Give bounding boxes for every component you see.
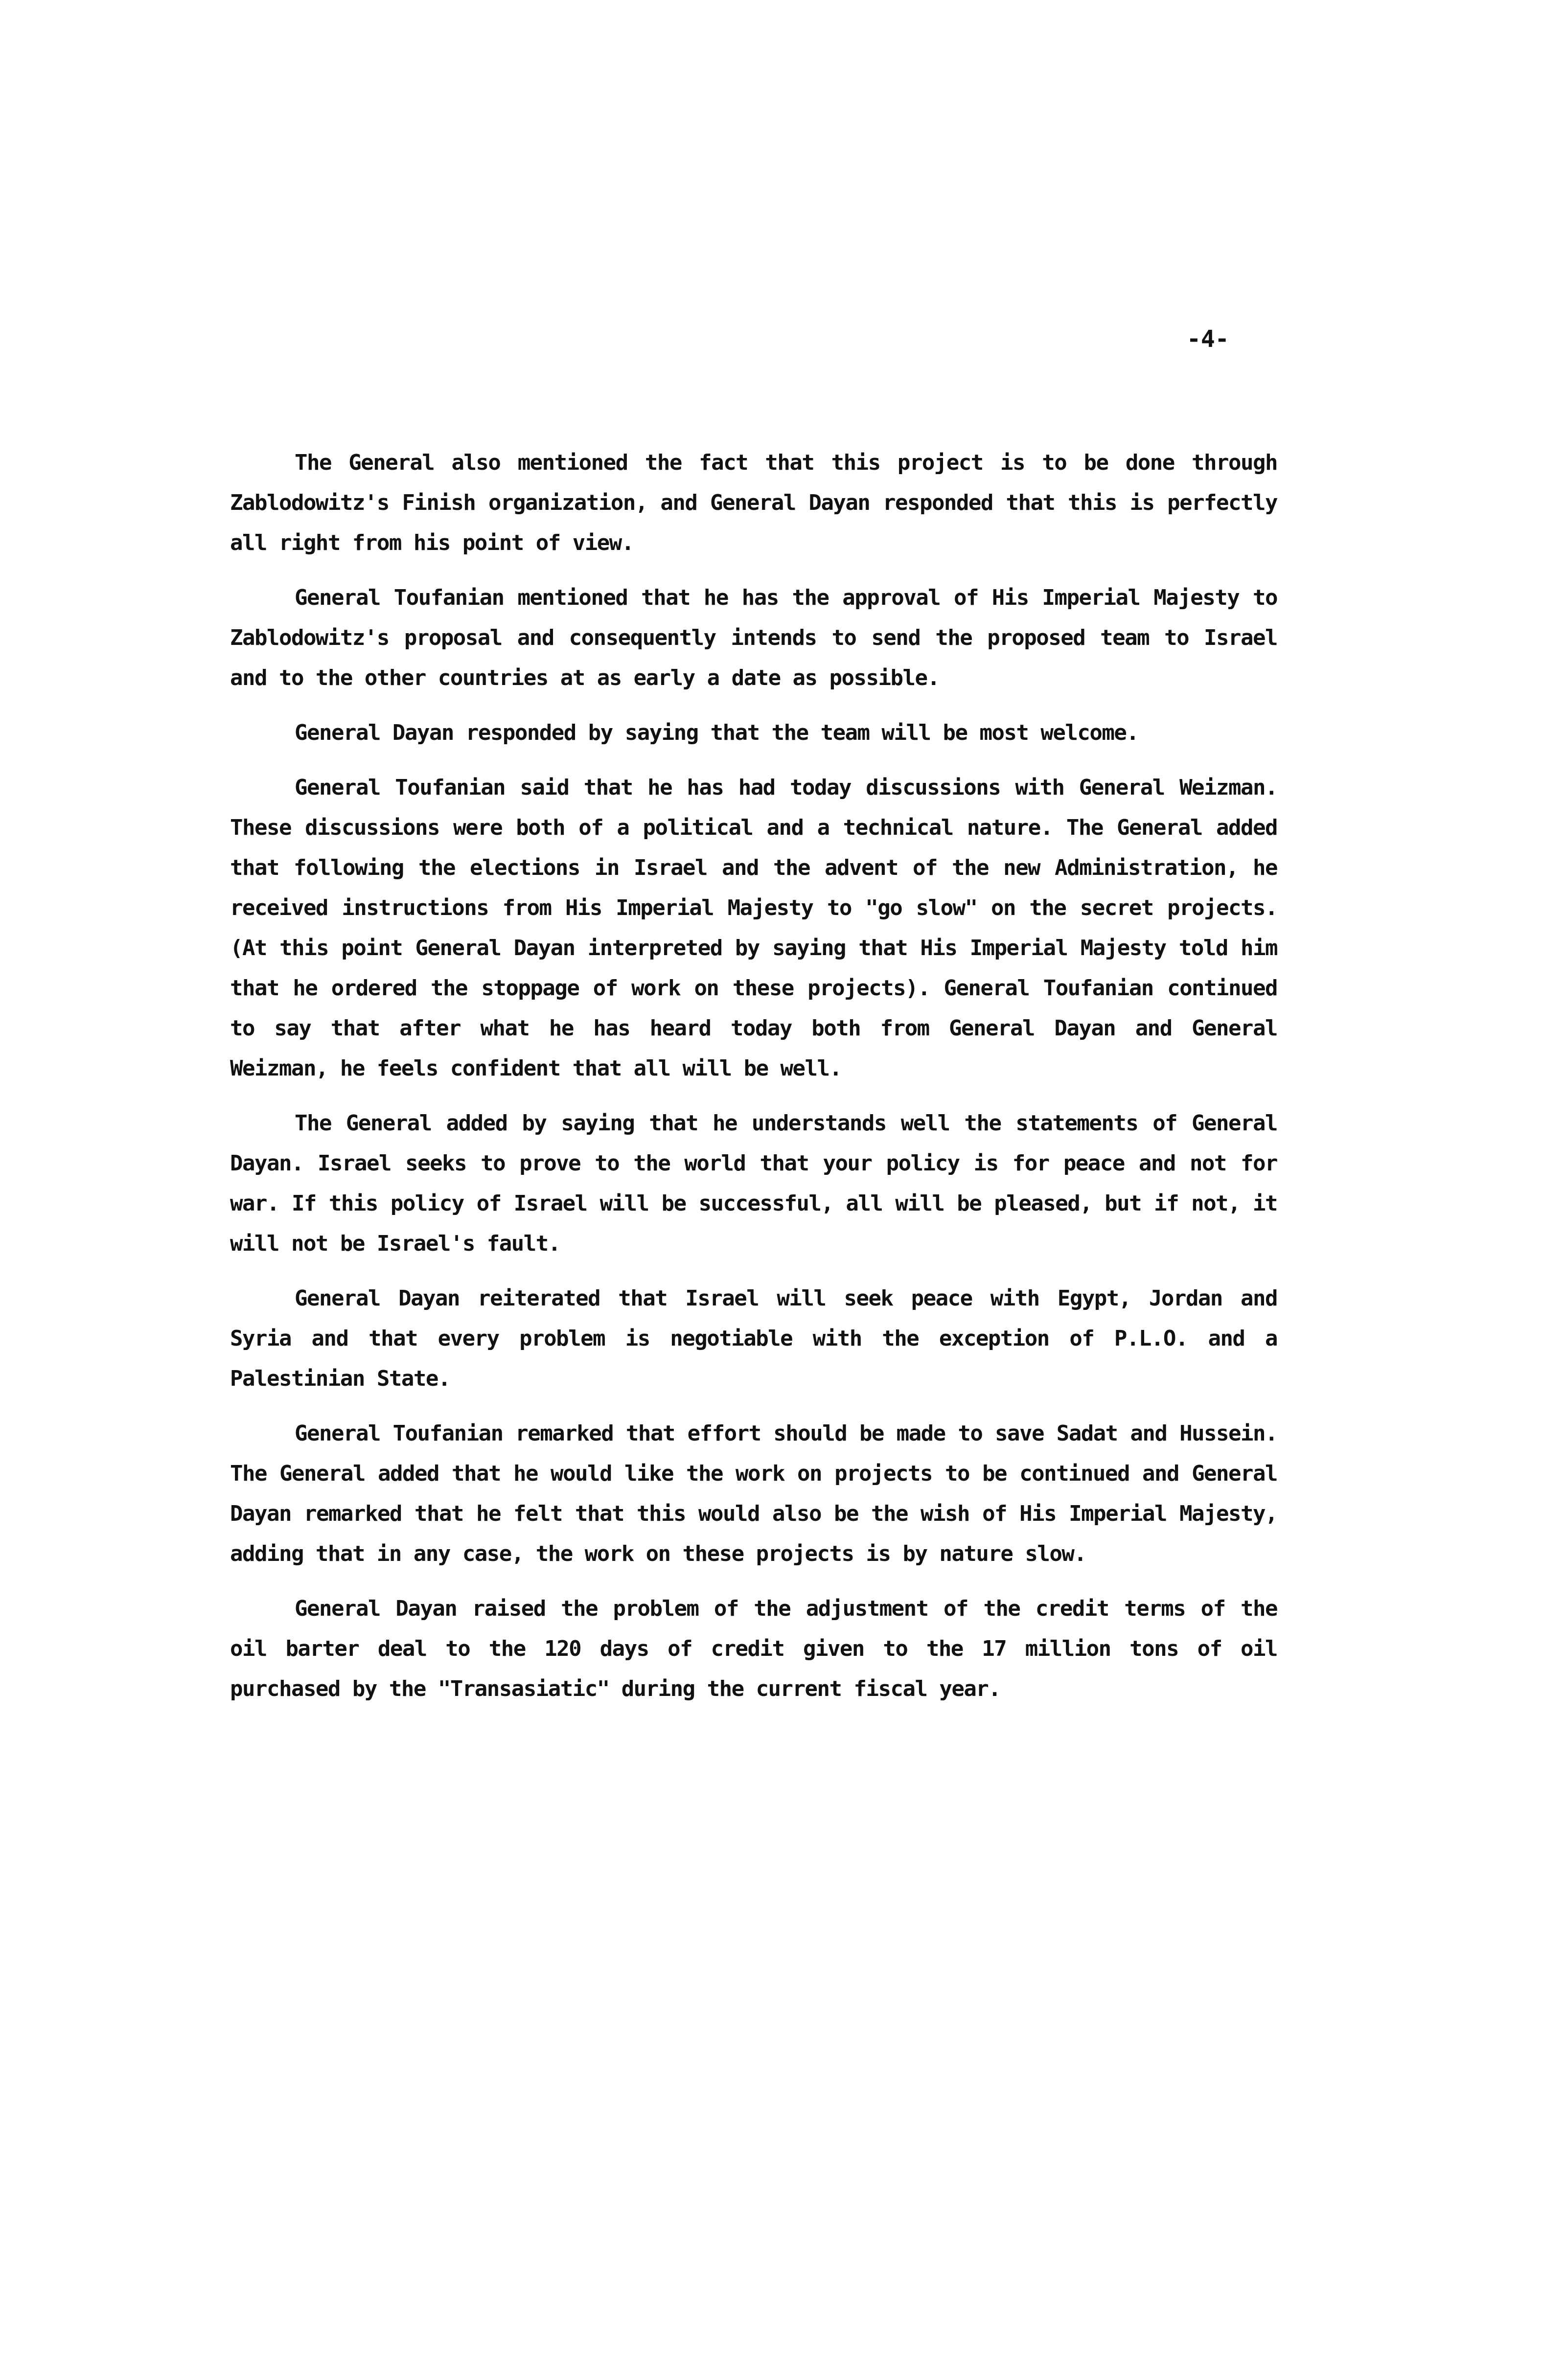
page-number: -4-: [1187, 325, 1229, 353]
paragraph-5: The General added by saying that he understands well the statements of General Dayan. Israel seeks to prove to the world that your policy is for peace and not for war. If this policy of Israel will be successful, all will be pleased, but if not, it will not be Israel's fault.: [230, 1111, 1277, 1256]
paragraph-7: General Toufanian remarked that effort should be made to save Sadat and Hussein. The General added that he would like the work on projects to be continued and General Dayan remarked that he felt that this would also be the wish of His Imperial Majesty, adding that in any case, the work on these projects is by nature slow.: [230, 1421, 1277, 1566]
paragraph-2: General Toufanian mentioned that he has the approval of His Imperial Majesty to Zablodowitz's proposal and consequently intends to send the proposed team to Israel and to the other countries at as early a date as possible.: [230, 585, 1277, 690]
paragraph-6: General Dayan reiterated that Israel will seek peace with Egypt, Jordan and Syria and that every problem is negotiable with the exception of P.L.O. and a Palestinian State.: [230, 1286, 1277, 1391]
paragraph-8: General Dayan raised the problem of the adjustment of the credit terms of the oil barter deal to the 120 days of credit given to the 17 million tons of oil purchased by the "Transasiatic" during the current fiscal year.: [230, 1596, 1277, 1701]
paragraph-4: General Toufanian said that he has had today discussions with General Weizman. These discussions were both of a political and a technical nature. The General added that following the elections in Israel and the advent of the new Administration, he received instructions from His Imperial Majesty to "go slow" on the secret projects. (At this point General Dayan interpreted by saying that His Imperial Majesty told him that he ordered the stoppage of work on these projects). General Toufanian continued to say that after what he has heard today both from General Dayan and General Weizman, he feels confident that all will be well.: [230, 775, 1277, 1081]
paragraph-1: The General also mentioned the fact that this project is to be done through Zablodowitz's Finish organization, and General Dayan responded that this is perfectly all right from his point of view.: [230, 450, 1277, 555]
paragraph-3: General Dayan responded by saying that the team will be most welcome.: [295, 720, 1139, 745]
document-body: [230, 443, 1277, 1724]
